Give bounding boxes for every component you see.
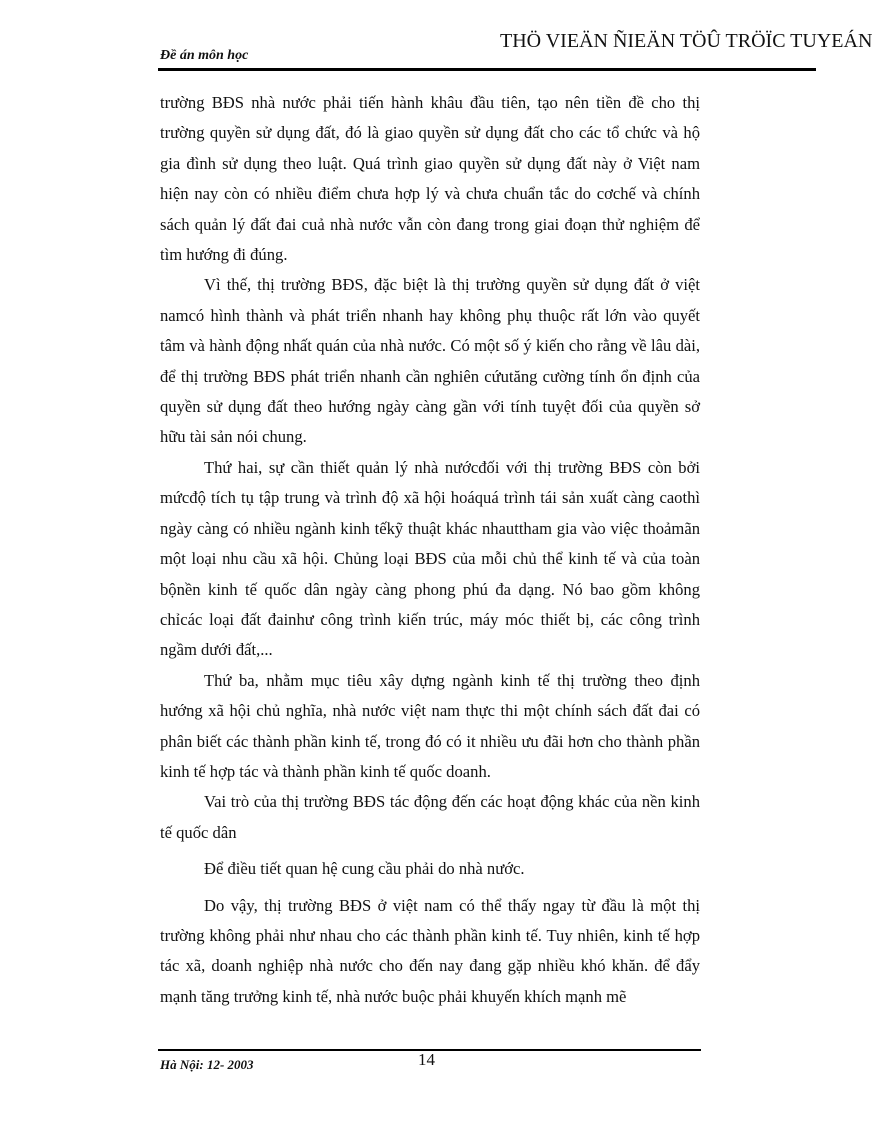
paragraph-3: Thứ hai, sự cần thiết quản lý nhà nướcđối với thị trường BĐS còn bởi mứcđộ tích tụ tập trung và trình độ xã hội hoáquá trình tái sản xuất càng caothì ngày càng có nhiều ngành kinh tếkỹ thuật khác nhauttham gia vào việc thoảmãn một loại nhu cầu xã hội. Chủng loại BĐS của mỗi chủ thể kinh tế và của toàn bộnền kinh tế quốc dân ngày càng phong phú đa dạng. Nó bao gồm không chỉcác loại đất đainhư công trình kiến trúc, máy móc thiết bị, các công trình ngầm dưới đất,... <box>160 457 700 660</box>
paragraph-6: Để điều tiết quan hệ cung cầu phải do nhà nước. <box>204 859 525 879</box>
footer-date: Hà Nội: 12- 2003 <box>160 1057 254 1072</box>
paragraph-1: trường BĐS nhà nước phải tiến hành khâu đầu tiên, tạo nên tiền đề cho thị trường quyền sử dụng đất, đó là giao quyền sử dụng đất cho các tổ chức và hộ gia đình sử dụng theo luật. Quá trình giao quyền sử dụng đất này ở Việt nam hiện nay còn có nhiều điểm chưa hợp lý và chưa chuẩn tắc do cơchế và chính sách quản lý đất đai cuả nhà nước vẫn còn đang trong giai đoạn thử nghiệm để tìm hướng đi đúng. <box>160 93 700 265</box>
paragraph-5: Vai trò của thị trường BĐS tác động đến các hoạt động khác của nền kinh tế quốc dân <box>160 792 700 842</box>
page-number: 14 <box>418 1050 435 1069</box>
paragraph-2: Vì thế, thị trường BĐS, đặc biệt là thị trường quyền sử dụng đất ở việt namcó hình thành và phát triển nhanh hay không phụ thuộc rất lớn vào quyết tâm và hành động nhất quán của nhà nước. Có một số ý kiến cho rằng về lâu dài, để thị trường BĐS phát triển nhanh cần nghiên cứutăng cường tính ổn định của quyền sử dụng đất theo hướng ngày càng gần với tính tuyệt đối của quyền sở hữu tài sản nói chung. <box>160 275 700 447</box>
header-library-title: THÖ VIEÄN ÑIEÄN TÖÛ TRÖÏC TUYEÁN <box>500 30 872 52</box>
document-body <box>160 88 700 1012</box>
header-course-title: Đề án môn học <box>160 48 249 63</box>
paragraph-7: Do vậy, thị trường BĐS ở việt nam có thể thấy ngay từ đầu là một thị trường không phải như nhau cho các thành phần kinh tế. Tuy nhiên, kinh tế hợp tác xã, doanh nghiệp nhà nước cho đến nay đang gặp nhiều khó khăn. để đẩy mạnh tăng trưởng kinh tế, nhà nước buộc phải khuyến khích mạnh mẽ <box>160 895 700 1006</box>
header-rule <box>158 68 816 71</box>
paragraph-4: Thứ ba, nhằm mục tiêu xây dựng ngành kinh tế thị trường theo định hướng xã hội chủ nghĩa, nhà nước việt nam thực thi một chính sách đất đai có phân biết các thành phần kinh tế, trong đó có it nhiều ưu đãi hơn cho thành phần kinh tế hợp tác và thành phần kinh tế quốc doanh. <box>160 670 700 781</box>
